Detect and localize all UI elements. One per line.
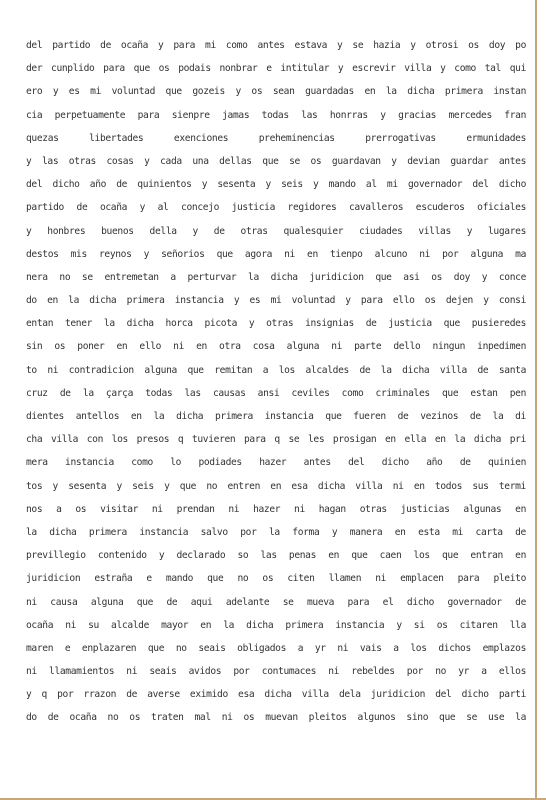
text-line-27: maren e enplazaren que no seais obligados a yr ni vais a los dichos emplazos — [26, 642, 526, 654]
text-line-13: entan tener la dicha horca picota y otras insignias de justicia que pusieredes — [26, 318, 526, 330]
text-line-17: dientes antellos en la dicha primera instancia que fueren de vezinos de la di — [26, 411, 526, 422]
text-line-4: cia perpetuamente para sienpre jamas todas las honrras y gracias mercedes fran — [26, 109, 526, 121]
text-line-18: cha villa con los presos q tuvieren para q se les prosigan en ella en la dicha pri — [26, 434, 526, 446]
text-line-20: tos y sesenta y seis y que no entren en esa dicha villa ni en todos sus termi — [26, 480, 526, 492]
text-line-21: nos a os visitar ni prendan ni hazer ni hagan otras justicias algunas en — [26, 503, 526, 515]
text-line-25: ni causa alguna que de aqui adelante se mueva para el dicho governador de — [26, 596, 526, 608]
page-right-border — [535, 0, 546, 800]
text-line-30: do de ocaña no os traten mal ni os muevan pleitos algunos sino que se use la — [26, 712, 526, 724]
text-line-10: destos mis reynos y señorios que agora ni en tienpo alcuno ni por alguna ma — [26, 248, 526, 260]
text-line-1: del partido de ocaña y para mi como antes estava y se hazia y otrosi os doy po — [26, 40, 526, 51]
text-line-14: sin os poner en ello ni en otra cosa alguna ni parte dello ningun inpedimen — [26, 341, 526, 353]
text-line-29: y q por rrazon de averse eximido esa dicha villa dela juridicion del dicho parti — [26, 689, 526, 701]
text-line-9: y honbres buenos della y de otras qualesquier ciudades villas y lugares — [26, 225, 526, 237]
text-line-19: mera instancia como lo podiades hazer antes del dicho año de quinien — [26, 457, 526, 469]
text-line-6: y las otras cosas y cada una dellas que se os guardavan y devian guardar antes — [26, 155, 526, 167]
text-line-24: juridicion estraña e mando que no os citen llamen ni emplacen para pleito — [26, 573, 526, 585]
text-line-16: cruz de la çarça todas las causas ansi ceviles como criminales que estan pen — [26, 387, 526, 399]
text-line-22: la dicha primera instancia salvo por la forma y manera en esta mi carta de — [26, 526, 526, 538]
text-line-8: partido de ocaña y al concejo justicia regidores cavalleros escuderos oficiales — [26, 202, 526, 214]
text-line-28: ni llamamientos ni seais avidos por contumaces ni rebeldes por no yr a ellos — [26, 666, 526, 678]
body-text — [26, 34, 526, 730]
text-line-15: to ni contradicion alguna que remitan a los alcaldes de la dicha villa de santa — [26, 364, 526, 376]
text-line-26: ocaña ni su alcalde mayor en la dicha primera instancia y si os citaren lla — [26, 619, 526, 631]
text-line-7: del dicho año de quinientos y sesenta y seis y mando al mi governador del dicho — [26, 179, 526, 191]
text-line-11: nera no se entremetan a perturvar la dicha juridicion que asi os doy y conce — [26, 271, 526, 283]
text-line-23: previllegio contenido y declarado so las penas en que caen los que entran en — [26, 550, 526, 562]
text-line-12: do en la dicha primera instancia y es mi voluntad y para ello os dejen y consi — [26, 295, 526, 307]
text-line-2: der cunplido para que os podais nonbrar e intitular y escrevir villa y como tal qui — [26, 63, 526, 75]
text-line-5: quezas libertades exenciones preheminencias prerrogativas ermunidades — [26, 132, 526, 144]
text-line-3: ero y es mi voluntad que gozeis y os sean guardadas en la dicha primera instan — [26, 86, 526, 98]
